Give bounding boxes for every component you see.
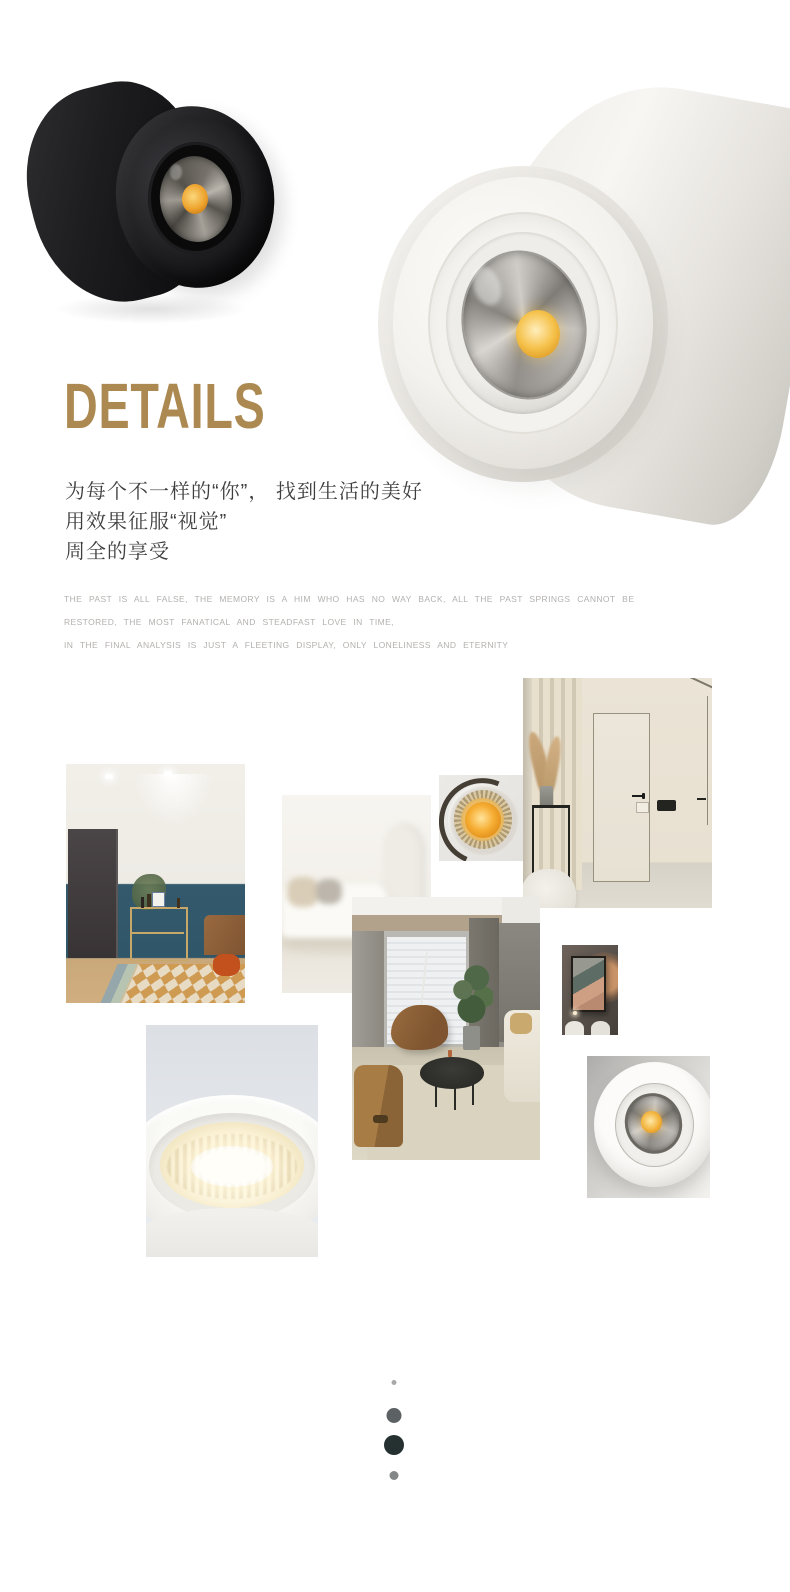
photo-lamp-lens-closeup [439,775,525,861]
photo-living-room-scene [352,897,540,1160]
caption [64,588,634,657]
warm-led-glow [465,802,501,838]
warm-led-glow [182,184,208,214]
caption-line-3: IN THE FINAL ANALYSIS IS JUST A FLEETING DISPLAY, ONLY LONELINESS AND ETERNITY [64,640,509,650]
warm-led-glow [516,310,560,358]
carousel-dot-3-active[interactable] [384,1435,404,1455]
carousel-dot-4[interactable] [390,1471,399,1480]
tagline [65,477,423,567]
section-title: DETAILS [64,370,266,442]
white-downlight-product-image [370,80,790,520]
tagline-line-3: 周全的享受 [65,541,170,563]
caption-line-1: THE PAST IS ALL FALSE, THE MEMORY IS A HIM WHO HAS NO WAY BACK, ALL THE PAST SPRINGS CANNOT BE [64,594,635,604]
warm-led-glow [191,1146,274,1188]
photo-hallway-scene [523,678,712,908]
caption-line-2: RESTORED, THE MOST FANATICAL AND STEADFAST LOVE IN TIME, [64,617,394,627]
tagline-line-1: 为每个不一样的“你”， 找到生活的美好 [65,481,423,503]
photo-white-downlight-face-closeup [587,1056,710,1198]
tagline-line-2: 用效果征服“视觉” [65,511,228,533]
photo-wall-art-scene [562,945,618,1035]
carousel-dot-2[interactable] [387,1408,402,1423]
black-downlight-product-image [24,68,269,320]
warm-led-glow [641,1111,662,1132]
photo-entryway-scene [66,764,245,1003]
carousel-dot-1[interactable] [392,1380,397,1385]
photo-white-downlight-glow-closeup [146,1025,318,1257]
